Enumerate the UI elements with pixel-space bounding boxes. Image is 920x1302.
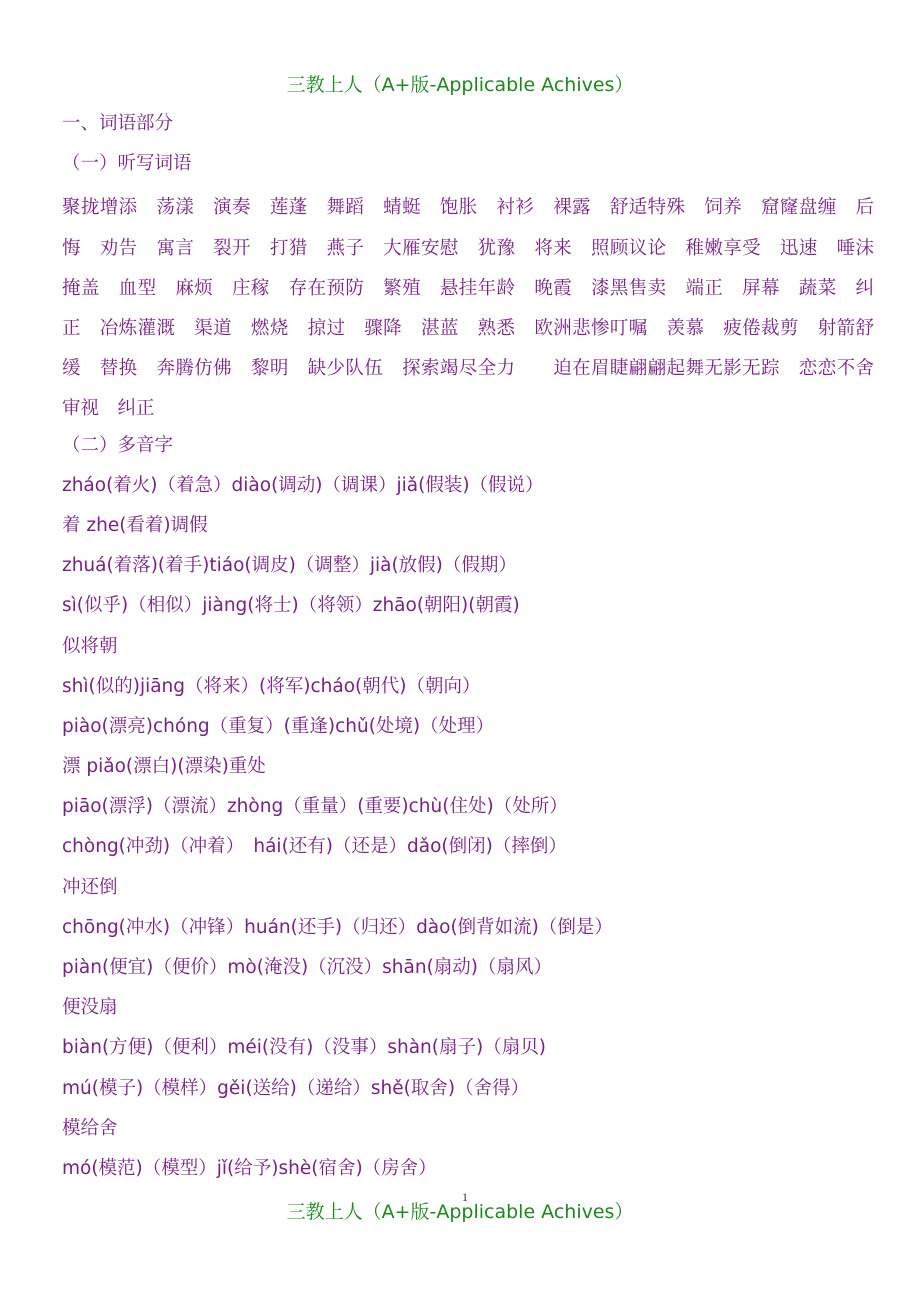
document-body <box>62 108 912 1193</box>
polyphone-line: piào(漂亮)chóng（重复）(重逢)chǔ(处境)（处理） <box>62 715 495 737</box>
subsection-title-dictation: （一）听写词语 <box>62 153 192 175</box>
polyphone-line: 漂 piǎo(漂白)(漂染)重处 <box>62 756 266 778</box>
polyphone-line: chōng(冲水)（冲锋）huán(还手)（归还）dào(倒背如流)（倒是） <box>62 916 613 938</box>
polyphone-line: mú(模子)（模样）gěi(送给)（递给）shě(取舍)（舍得） <box>62 1077 530 1099</box>
polyphone-line: chòng(冲劲)（冲着） hái(还有)（还是）dǎo(倒闭)（摔倒） <box>62 836 567 858</box>
polyphone-line: mó(模范)（模型）jǐ(给予)shè(宿舍)（房舍） <box>62 1157 437 1179</box>
polyphone-line: piàn(便宜)（便价）mò(淹没)（沉没）shān(扇动)（扇风） <box>62 957 553 979</box>
polyphone-line: zhuá(着落)(着手)tiáo(调皮)（调整）jià(放假)（假期） <box>62 555 517 577</box>
polyphone-line: zháo(着火)（着急）diào(调动)（调课）jiǎ(假装)（假说） <box>62 474 544 496</box>
polyphone-line: sì(似乎)（相似）jiàng(将士)（将领）zhāo(朝阳)(朝霞) <box>62 595 520 617</box>
polyphone-line: 便没扇 <box>62 997 118 1019</box>
section-title: 一、词语部分 <box>62 113 174 134</box>
polyphone-line: 冲还倒 <box>62 876 118 898</box>
polyphone-line: 着 zhe(看着)调假 <box>62 514 208 536</box>
polyphone-line: 似将朝 <box>62 635 118 657</box>
polyphone-line: biàn(方便)（便利）méi(没有)（没事）shàn(扇子)（扇贝) <box>62 1037 546 1059</box>
polyphone-line: shì(似的)jiāng（将来）(将军)cháo(朝代)（朝向） <box>62 675 481 697</box>
page-number: 1 <box>462 1190 468 1204</box>
page-header: 三教上人（A+版-Applicable Achives） <box>286 74 634 96</box>
subsection-title-polyphones: （二）多音字 <box>62 434 174 456</box>
page-footer: 三教上人（A+版-Applicable Achives） <box>286 1201 634 1223</box>
polyphone-line: piāo(漂浮)（漂流）zhòng（重量）(重要)chù(住处)（处所） <box>62 796 568 818</box>
polyphone-line: 模给舍 <box>62 1117 118 1139</box>
vocabulary-list: 聚拢增添 荡漾 演奏 莲蓬 舞蹈 蜻蜓 饱胀 衬衫 裸露 舒适特殊 饲养 窟窿盘缠 后悔 劝告 寓言 裂开 打猎 燕子 大雁安慰 犹豫 将来 照顾议论 稚嫩享受 迅速 唾沫掩盖 血型 麻烦 庄稼 存在预防 繁殖 悬挂年龄 晚霞 漆黑售卖 端正 屏幕 蔬菜 纠正 冶炼灌溉 渠道 燃烧 掠过 骤降 湛蓝 熟悉 欧洲悲惨叮嘱 羡慕 疲倦裁剪 射箭舒缓 替换 奔腾仿佛 黎明 缺少队伍 探索竭尽全力 迫在眉睫翩翩起舞无影无踪 恋恋不舍 审视 纠正 <box>62 197 912 420</box>
